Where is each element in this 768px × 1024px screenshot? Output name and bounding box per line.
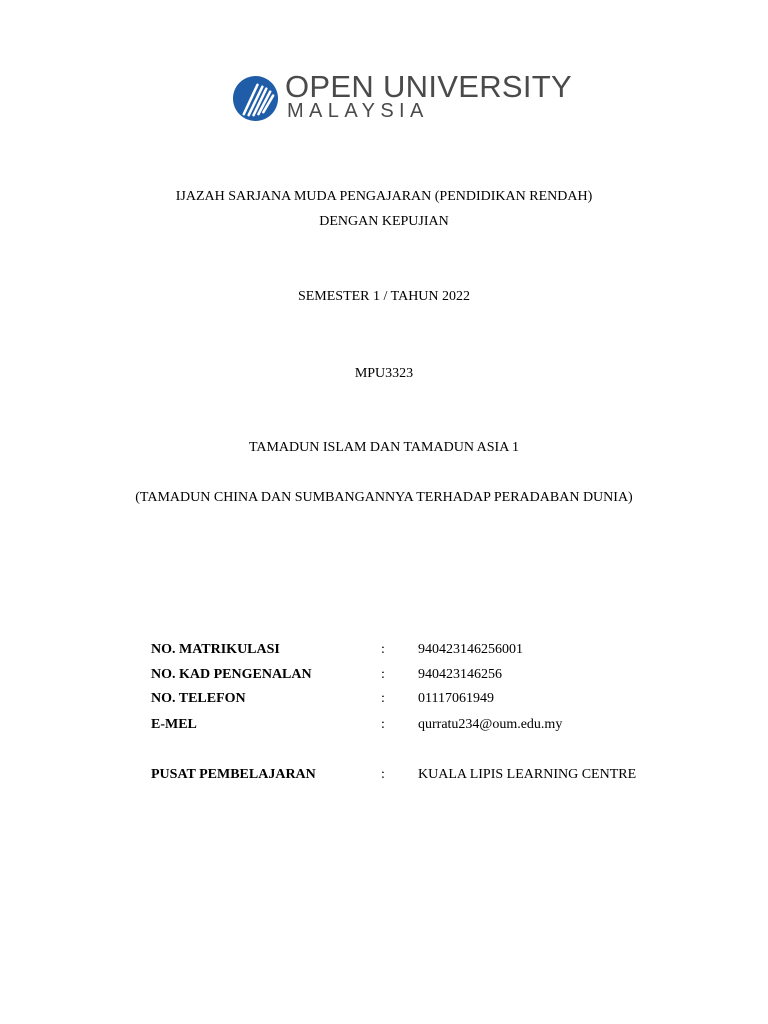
detail-separator: : xyxy=(381,717,385,732)
detail-value: KUALA LIPIS LEARNING CENTRE xyxy=(418,767,637,782)
detail-label: NO. MATRIKULASI xyxy=(151,642,280,657)
detail-label: E-MEL xyxy=(151,717,197,732)
program-title-line2: DENGAN KEPUJIAN xyxy=(319,214,449,229)
semester: SEMESTER 1 / TAHUN 2022 xyxy=(297,289,471,304)
detail-label: NO. TELEFON xyxy=(151,691,246,706)
logo-name-line2: MALAYSIA xyxy=(287,100,429,122)
detail-label: NO. KAD PENGENALAN xyxy=(151,667,312,682)
course-code: MPU3323 xyxy=(354,366,414,381)
detail-value: 01117061949 xyxy=(418,691,494,706)
detail-separator: : xyxy=(381,691,385,706)
detail-label: PUSAT PEMBELAJARAN xyxy=(151,767,316,782)
detail-value: qurratu234@oum.edu.my xyxy=(418,717,563,732)
oum-emblem-icon xyxy=(232,75,279,122)
detail-value: 940423146256 xyxy=(418,667,502,682)
detail-separator: : xyxy=(381,767,385,782)
course-title: TAMADUN ISLAM DAN TAMADUN ASIA 1 xyxy=(248,440,520,455)
logo-name-line1: OPEN UNIVERSITY xyxy=(285,69,572,104)
assignment-title: (TAMADUN CHINA DAN SUMBANGANNYA TERHADAP PERADABAN DUNIA) xyxy=(135,490,633,505)
program-title-line1: IJAZAH SARJANA MUDA PENGAJARAN (PENDIDIKAN RENDAH) xyxy=(175,189,593,204)
detail-value: 940423146256001 xyxy=(418,642,523,657)
university-logo xyxy=(232,69,572,126)
detail-separator: : xyxy=(381,667,385,682)
detail-separator: : xyxy=(381,642,385,657)
